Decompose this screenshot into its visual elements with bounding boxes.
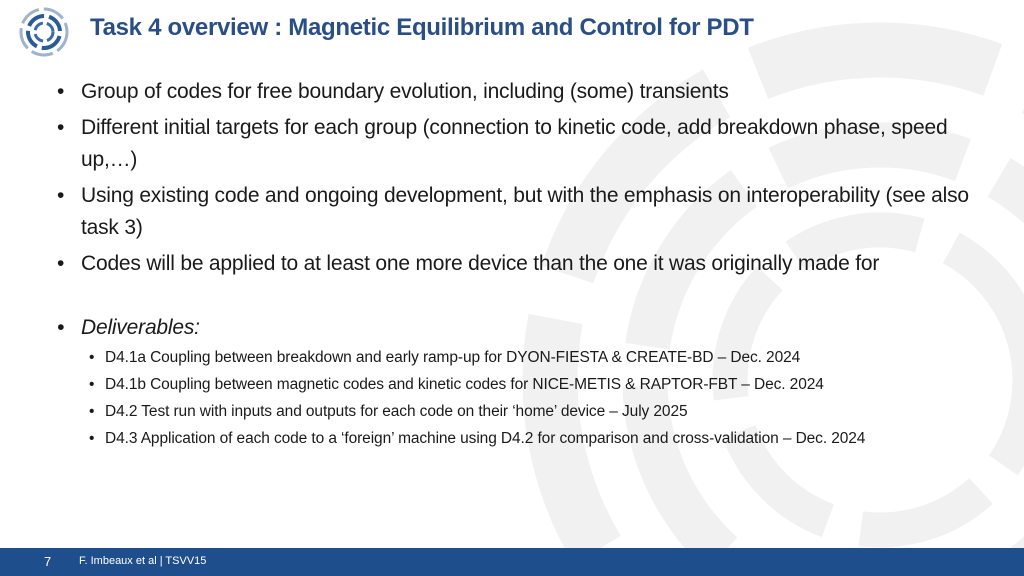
- deliverables-heading: • Deliverables:: [52, 312, 982, 344]
- footer-text: F. Imbeaux et al | TSVV15: [79, 555, 207, 567]
- logo-icon: [18, 6, 70, 58]
- slide-title: Task 4 overview : Magnetic Equilibrium and Control for PDT: [90, 14, 754, 41]
- deliverable-item: • D4.3 Application of each code to a ‘foreign’ machine using D4.2 for comparison and cross-validation – Dec. 2024: [85, 427, 982, 450]
- deliverable-item: • D4.2 Test run with inputs and outputs for each code on their ‘home’ device – July 2025: [85, 400, 982, 423]
- slide-content: [52, 76, 982, 454]
- bullet-list: [52, 76, 982, 344]
- deliverable-item: • D4.1a Coupling between breakdown and early ramp-up for DYON-FIESTA & CREATE-BD – Dec. 2024: [85, 346, 982, 369]
- bullet-item: • Using existing code and ongoing development, but with the emphasis on interoperability (see also task 3): [52, 180, 982, 244]
- footer-bar: [0, 548, 1024, 576]
- bullet-item: • Different initial targets for each group (connection to kinetic code, add breakdown phase, speed up,…): [52, 112, 982, 176]
- bullet-item: • Codes will be applied to at least one more device than the one it was originally made for: [52, 248, 982, 280]
- bullet-item: • Group of codes for free boundary evolution, including (some) transients: [52, 76, 982, 108]
- deliverable-item: • D4.1b Coupling between magnetic codes and kinetic codes for NICE-METIS & RAPTOR-FBT – Dec. 2024: [85, 373, 982, 396]
- deliverables-list: [85, 346, 982, 450]
- page-number: 7: [44, 554, 52, 569]
